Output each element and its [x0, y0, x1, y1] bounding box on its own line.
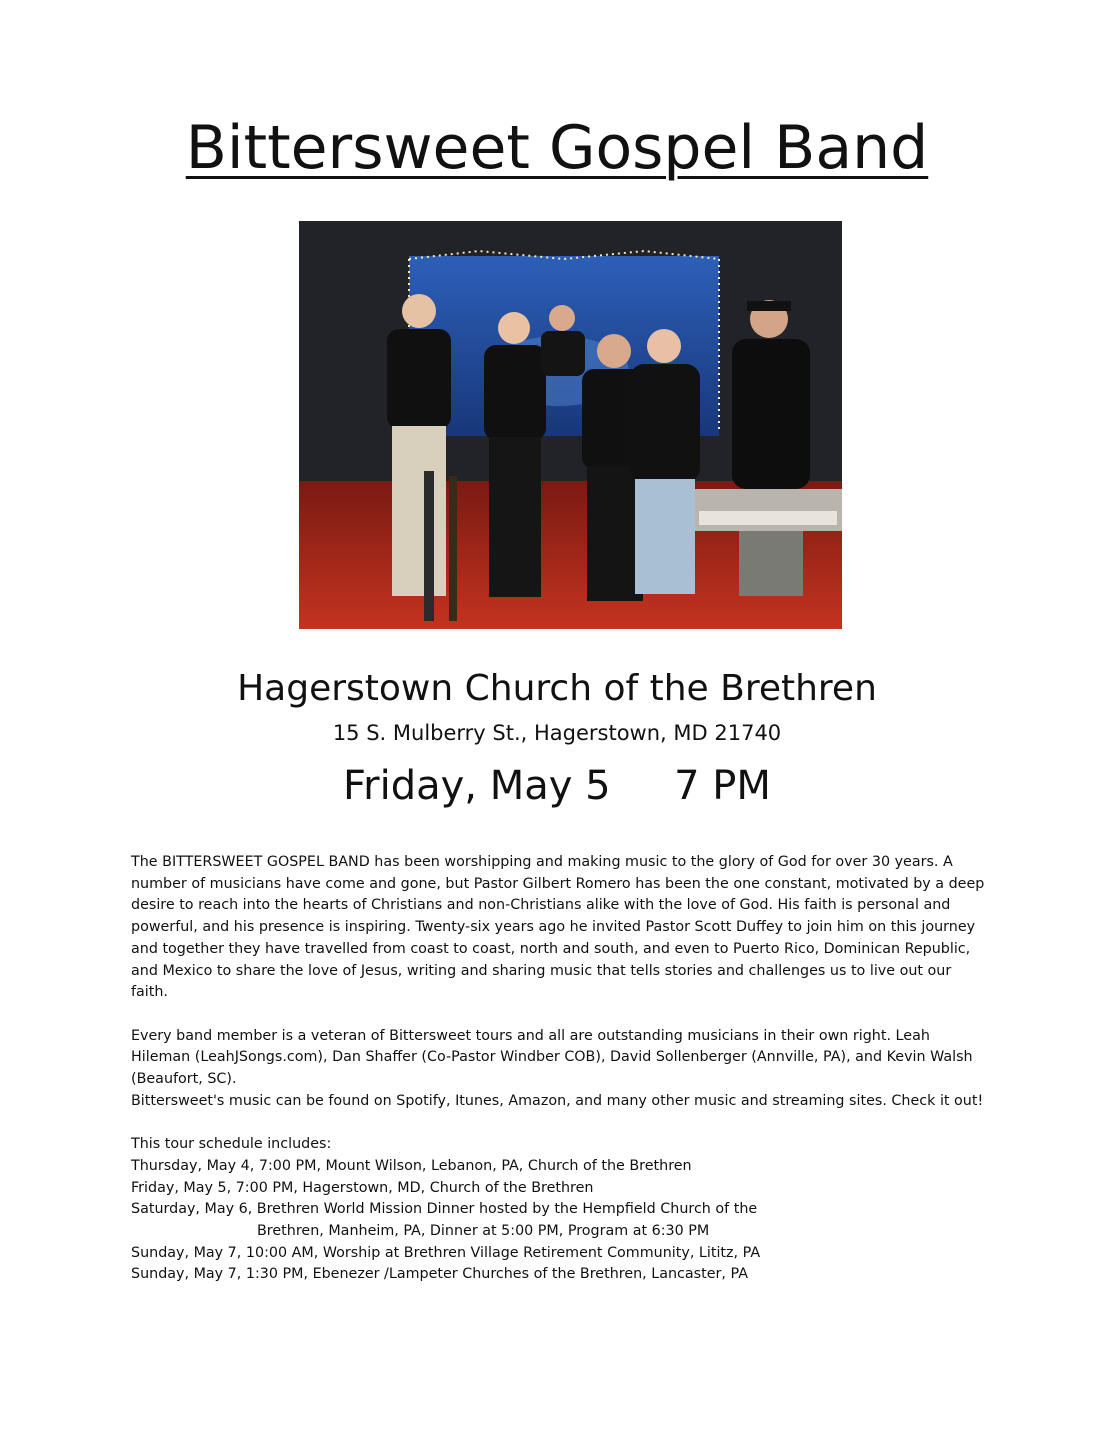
band-members-paragraph: Every band member is a veteran of Bittersweet tours and all are outstanding musicians in their own right. Leah Hileman (LeahJSongs.com), Dan Shaffer (Co-Pastor Windber COB), David Sollenberger (Annville, PA), and Kevin Walsh (Beaufort, SC). — [131, 1027, 973, 1088]
schedule-heading: This tour schedule includes: — [131, 1136, 332, 1153]
tour-schedule — [131, 1134, 991, 1286]
event-datetime: Friday, May 5 7 PM — [343, 763, 771, 809]
schedule-item-continuation: Brethren, Manheim, PA, Dinner at 5:00 PM, Program at 6:30 PM — [257, 1222, 710, 1239]
schedule-item: Sunday, May 7, 1:30 PM, Ebenezer /Lampeter Churches of the Brethren, Lancaster, PA — [131, 1266, 748, 1283]
venue-address: 15 S. Mulberry St., Hagerstown, MD 21740 — [332, 721, 782, 745]
page-title — [0, 108, 1114, 188]
schedule-item: Thursday, May 4, 7:00 PM, Mount Wilson, Lebanon, PA, Church of the Brethren — [131, 1157, 692, 1174]
page-title-text: Bittersweet Gospel Band — [185, 113, 929, 183]
band-photo-illustration — [299, 221, 842, 629]
venue-name: Hagerstown Church of the Brethren — [237, 668, 877, 709]
music-availability-paragraph: Bittersweet's music can be found on Spotify, Itunes, Amazon, and many other music and streaming sites. Check it out! — [131, 1092, 984, 1109]
description — [131, 852, 991, 1286]
schedule-item: Sunday, May 7, 10:00 AM, Worship at Brethren Village Retirement Community, Lititz, PA — [131, 1244, 761, 1261]
band-history-paragraph: The BITTERSWEET GOSPEL BAND has been worshipping and making music to the glory of God for over 30 years. A number of musicians have come and gone, but Pastor Gilbert Romero has been the one constant, motivated by a deep desire to reach into the hearts of Christians and non-Christians alike with the love of God. His faith is personal and powerful, and his presence is inspiring. Twenty-six years ago he invited Pastor Scott Duffey to join him on this journey and together they have travelled from coast to coast, north and south, and even to Puerto Rico, Dominican Republic, and Mexico to share the love of Jesus, writing and sharing music that tells stories and challenges us to live out our faith. — [131, 854, 985, 1001]
schedule-item: Saturday, May 6, Brethren World Mission Dinner hosted by the Hempfield Church of the — [131, 1201, 758, 1218]
schedule-item: Friday, May 5, 7:00 PM, Hagerstown, MD, Church of the Brethren — [131, 1179, 594, 1196]
band-photo — [299, 221, 842, 629]
